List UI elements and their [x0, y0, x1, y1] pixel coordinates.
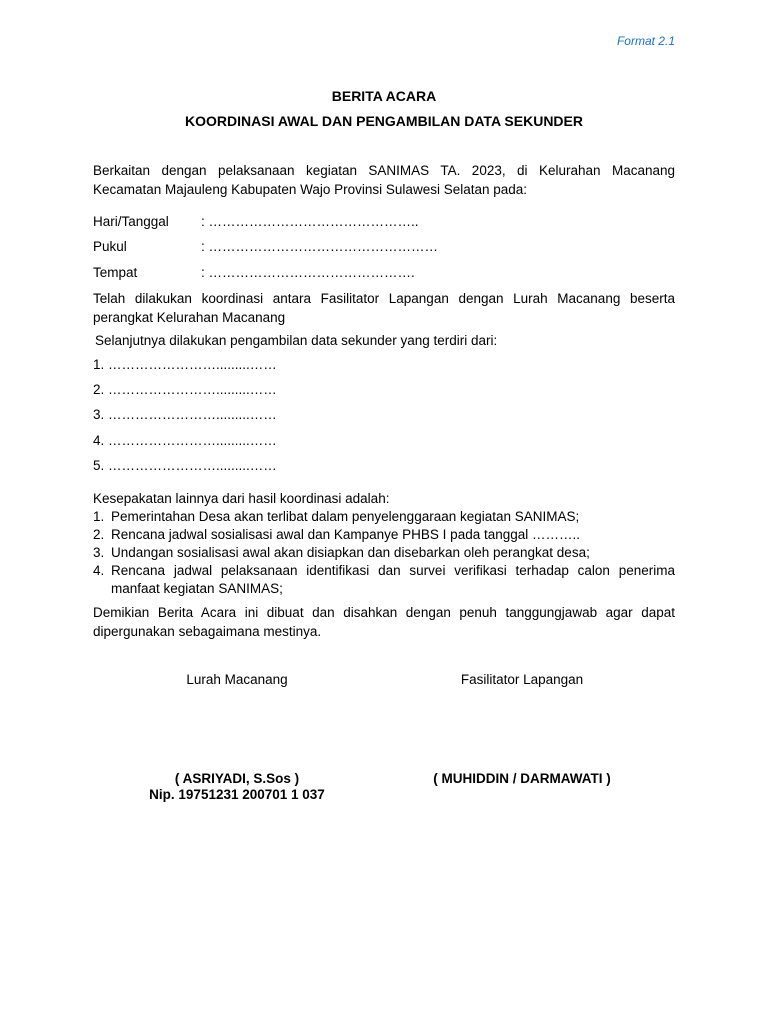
field-value: : ……………………………………………	[201, 239, 439, 254]
list-text: Rencana jadwal pelaksanaan identifikasi dan survei verifikasi terhadap calon penerima manfaat kegiatan SANIMAS;	[111, 563, 675, 596]
list-item	[93, 526, 675, 544]
document-title: BERITA ACARA	[331, 88, 437, 104]
left-signatory-role: Lurah Macanang	[186, 672, 288, 687]
field-value: : ………………………………………..	[201, 214, 419, 229]
list-number: 3.	[93, 545, 105, 560]
secondary-data-intro: Selanjutnya dilakukan pengambilan data sekunder yang terdiri dari:	[95, 333, 498, 348]
list-number: 2.	[93, 527, 105, 542]
coordination-paragraph: Telah dilakukan koordinasi antara Fasilitator Lapangan dengan Lurah Macanang beserta perangkat Kelurahan Macanang	[93, 291, 675, 325]
list-item	[93, 562, 675, 598]
field-value: : ……………………………………….	[201, 265, 415, 280]
agreements-intro: Kesepakatan lainnya dari hasil koordinasi adalah:	[93, 491, 390, 506]
field-label: Tempat	[93, 265, 138, 280]
field-tempat	[93, 265, 415, 280]
intro-paragraph: Berkaitan dengan pelaksanaan kegiatan SANIMAS TA. 2023, di Kelurahan Macanang Kecamatan Majauleng Kabupaten Wajo Provinsi Sulawesi Selatan pada:	[93, 163, 675, 197]
left-signatory-name: ( ASRIYADI, S.Sos )	[174, 771, 300, 786]
list-item	[93, 544, 675, 562]
field-label: Pukul	[93, 239, 127, 254]
list-item: 2. …………………….........……	[93, 382, 277, 397]
list-text: Undangan sosialisasi awal akan disiapkan dan disebarkan oleh perangkat desa;	[111, 545, 590, 560]
closing-paragraph: Demikian Berita Acara ini dibuat dan disahkan dengan penuh tanggungjawab agar dapat dipergunakan sebagaimana mestinya.	[93, 605, 675, 639]
list-item	[93, 508, 675, 526]
list-item: 4. …………………….........……	[93, 433, 277, 448]
list-item: 5. …………………….........……	[93, 458, 277, 473]
list-text: Rencana jadwal sosialisasi awal dan Kampanye PHBS I pada tanggal ………..	[111, 527, 581, 542]
field-label: Hari/Tanggal	[93, 214, 169, 229]
list-text: Pemerintahan Desa akan terlibat dalam penyelenggaraan kegiatan SANIMAS;	[111, 509, 580, 524]
left-signatory-nip: Nip. 19751231 200701 1 037	[149, 787, 325, 802]
field-pukul	[93, 239, 438, 254]
right-signatory-name: ( MUHIDDIN / DARMAWATI )	[433, 771, 611, 786]
agreements-list	[93, 508, 675, 598]
list-item: 3. …………………….........……	[93, 407, 277, 422]
format-label: Format 2.1	[616, 34, 675, 48]
document-subtitle: KOORDINASI AWAL DAN PENGAMBILAN DATA SEKUNDER	[185, 113, 583, 129]
agreements-section	[93, 490, 675, 598]
list-number: 4.	[93, 563, 105, 578]
right-signatory-role: Fasilitator Lapangan	[460, 672, 584, 687]
field-hari-tanggal	[93, 214, 419, 229]
list-number: 1.	[93, 509, 105, 524]
list-item: 1. …………………….........……	[93, 357, 277, 372]
